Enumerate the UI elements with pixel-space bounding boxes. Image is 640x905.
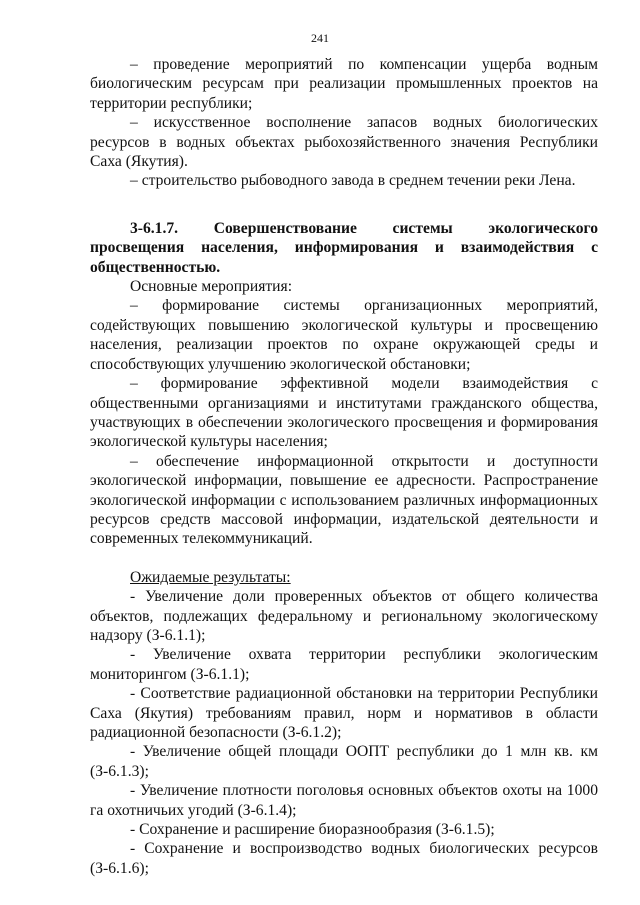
- activity-item: – формирование системы организационных мероприятий, содействующих повышению экологической культуры и просвещению населения, реализации проектов по охране окружающей среды и способствующих улучшению экологической обстановки;: [90, 297, 598, 373]
- activity-item: – формирование эффективной модели взаимодействия с общественными организациями и институтами гражданского общества, участвующих в обеспечении экологического просвещения и формирования экологической культуры населения;: [90, 375, 598, 451]
- result-item: - Увеличение общей площади ООПТ республики до 1 млн кв. км (З-6.1.3);: [90, 743, 598, 780]
- result-item: - Соответствие радиационной обстановки на территории Республики Саха (Якутия) требованиям правил, норм и нормативов в области радиационной безопасности (З-6.1.2);: [90, 685, 598, 741]
- result-item: - Увеличение плотности поголовья основных объектов охоты на 1000 га охотничьих угодий (З-6.1.4);: [90, 782, 598, 819]
- result-item: - Увеличение доли проверенных объектов от общего количества объектов, подлежащих федеральному и региональному экологическому надзору (З-6.1.1);: [90, 588, 598, 644]
- activity-item: – обеспечение информационной открытости и доступности экологической информации, повышение ее адресности. Распространение экологической информации с использованием различных информационных ресурсов средств массовой информации, издательской деятельности и современных телекоммуникаций.: [90, 452, 598, 548]
- intro-item: – проведение мероприятий по компенсации ущерба водным биологическим ресурсам при реализации промышленных проектов на территории республики;: [90, 56, 598, 112]
- section-heading: 3-6.1.7. Совершенствование системы экологического просвещения населения, информирования и взаимодействия с общественностью.: [90, 219, 598, 276]
- page-number: 241: [311, 31, 329, 45]
- paragraph-spacer: [90, 549, 598, 568]
- expected-results-label: Ожидаемые результаты:: [130, 568, 291, 586]
- intro-item: – искусственное восполнение запасов водных биологических ресурсов в водных объектах рыбохозяйственного значения Республики Саха (Якутия).: [90, 114, 598, 171]
- result-item: - Увеличение охвата территории республики экологическим мониторингом (З-6.1.1);: [90, 646, 598, 683]
- main-activities-label: Основные мероприятия:: [130, 278, 293, 296]
- intro-item: – строительство рыбоводного завода в среднем течении реки Лена.: [130, 172, 576, 190]
- page-body: [90, 55, 598, 878]
- result-item: - Сохранение и воспроизводство водных биологических ресурсов (З-6.1.6);: [90, 840, 598, 877]
- expected-results-label-line: [90, 568, 598, 587]
- result-item: - Сохранение и расширение биоразнообразия (З-6.1.5);: [130, 821, 495, 839]
